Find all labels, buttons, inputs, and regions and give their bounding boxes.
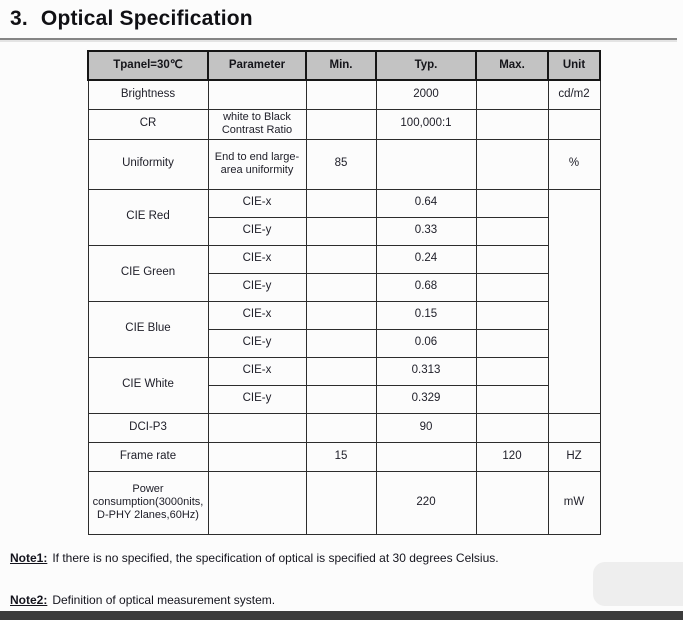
cie-blue-y-max — [476, 329, 548, 357]
cr-name: CR — [88, 109, 208, 139]
cie-blue-x-min — [306, 301, 376, 329]
cie-green-y-typ: 0.68 — [376, 273, 476, 301]
header-typ: Typ. — [376, 51, 476, 80]
uniformity-min: 85 — [306, 139, 376, 189]
header-max: Max. — [476, 51, 548, 80]
cie-white-y-typ: 0.329 — [376, 385, 476, 413]
framerate-unit: HZ — [548, 442, 600, 471]
table-row — [88, 139, 600, 189]
table-row — [88, 109, 600, 139]
cie-red-x-max — [476, 189, 548, 217]
brightness-param — [208, 80, 306, 109]
dcip3-param — [208, 413, 306, 442]
cie-blue-y-param: CIE-y — [208, 329, 306, 357]
scan-artifact — [593, 562, 683, 606]
cie-white-y-max — [476, 385, 548, 413]
power-typ: 220 — [376, 471, 476, 534]
cie-red-x-param: CIE-x — [208, 189, 306, 217]
note-2 — [10, 593, 275, 607]
uniformity-param: End to end large-area uniformity — [208, 139, 306, 189]
table-row — [88, 357, 600, 385]
brightness-typ: 2000 — [376, 80, 476, 109]
table-row — [88, 80, 600, 109]
note-2-label: Note2: — [10, 593, 48, 607]
section-number: 3. — [10, 7, 28, 30]
cie-red-y-min — [306, 217, 376, 245]
uniformity-max — [476, 139, 548, 189]
cie-white-x-typ: 0.313 — [376, 357, 476, 385]
header-min: Min. — [306, 51, 376, 80]
header-tpanel: Tpanel=30℃ — [88, 51, 208, 80]
dcip3-unit — [548, 413, 600, 442]
table-row — [88, 442, 600, 471]
note-2-text: Definition of optical measurement system. — [52, 593, 276, 607]
framerate-typ — [376, 442, 476, 471]
framerate-min: 15 — [306, 442, 376, 471]
framerate-param — [208, 442, 306, 471]
cie-unit-merged — [548, 189, 600, 413]
power-unit: mW — [548, 471, 600, 534]
section-title-text: Optical Specification — [40, 7, 253, 30]
dcip3-typ: 90 — [376, 413, 476, 442]
note-1-label: Note1: — [10, 551, 48, 565]
dcip3-name: DCI-P3 — [88, 413, 208, 442]
title-underline — [0, 38, 677, 40]
power-name: Power consumption(3000nits, D-PHY 2lanes,60Hz) — [88, 471, 208, 534]
brightness-name: Brightness — [88, 80, 208, 109]
cie-green-x-max — [476, 245, 548, 273]
header-unit: Unit — [548, 51, 600, 80]
cie-blue-x-param: CIE-x — [208, 301, 306, 329]
table-row — [88, 301, 600, 329]
cr-min — [306, 109, 376, 139]
framerate-name: Frame rate — [88, 442, 208, 471]
cie-red-y-max — [476, 217, 548, 245]
cie-blue-name: CIE Blue — [88, 301, 208, 357]
cie-blue-y-typ: 0.06 — [376, 329, 476, 357]
cie-white-name: CIE White — [88, 357, 208, 413]
cie-red-y-param: CIE-y — [208, 217, 306, 245]
power-max — [476, 471, 548, 534]
table-row — [88, 189, 600, 217]
table-row — [88, 413, 600, 442]
cie-green-y-min — [306, 273, 376, 301]
cie-green-x-param: CIE-x — [208, 245, 306, 273]
uniformity-unit: % — [548, 139, 600, 189]
dcip3-min — [306, 413, 376, 442]
power-param — [208, 471, 306, 534]
cr-param: white to Black Contrast Ratio — [208, 109, 306, 139]
cie-green-y-max — [476, 273, 548, 301]
uniformity-typ — [376, 139, 476, 189]
cr-max — [476, 109, 548, 139]
power-min — [306, 471, 376, 534]
table-row — [88, 471, 600, 534]
brightness-max — [476, 80, 548, 109]
table-header-row — [88, 51, 600, 80]
note-1 — [10, 551, 499, 565]
cie-green-name: CIE Green — [88, 245, 208, 301]
cie-white-y-min — [306, 385, 376, 413]
optical-spec-table — [87, 50, 601, 535]
table-row — [88, 245, 600, 273]
cie-blue-y-min — [306, 329, 376, 357]
cie-white-x-max — [476, 357, 548, 385]
cie-blue-x-typ: 0.15 — [376, 301, 476, 329]
cie-blue-x-max — [476, 301, 548, 329]
cr-typ: 100,000:1 — [376, 109, 476, 139]
header-parameter: Parameter — [208, 51, 306, 80]
cie-white-y-param: CIE-y — [208, 385, 306, 413]
page-bottom-edge — [0, 611, 683, 620]
cie-red-x-typ: 0.64 — [376, 189, 476, 217]
cie-green-x-min — [306, 245, 376, 273]
framerate-max: 120 — [476, 442, 548, 471]
cie-red-y-typ: 0.33 — [376, 217, 476, 245]
cie-red-x-min — [306, 189, 376, 217]
uniformity-name: Uniformity — [88, 139, 208, 189]
cie-white-x-min — [306, 357, 376, 385]
note-1-text: If there is no specified, the specification of optical is specified at 30 degrees Celsius. — [52, 551, 499, 565]
dcip3-max — [476, 413, 548, 442]
cie-green-x-typ: 0.24 — [376, 245, 476, 273]
brightness-unit: cd/m2 — [548, 80, 600, 109]
cie-white-x-param: CIE-x — [208, 357, 306, 385]
cie-red-name: CIE Red — [88, 189, 208, 245]
cie-green-y-param: CIE-y — [208, 273, 306, 301]
brightness-min — [306, 80, 376, 109]
cr-unit — [548, 109, 600, 139]
page-title — [10, 7, 253, 31]
